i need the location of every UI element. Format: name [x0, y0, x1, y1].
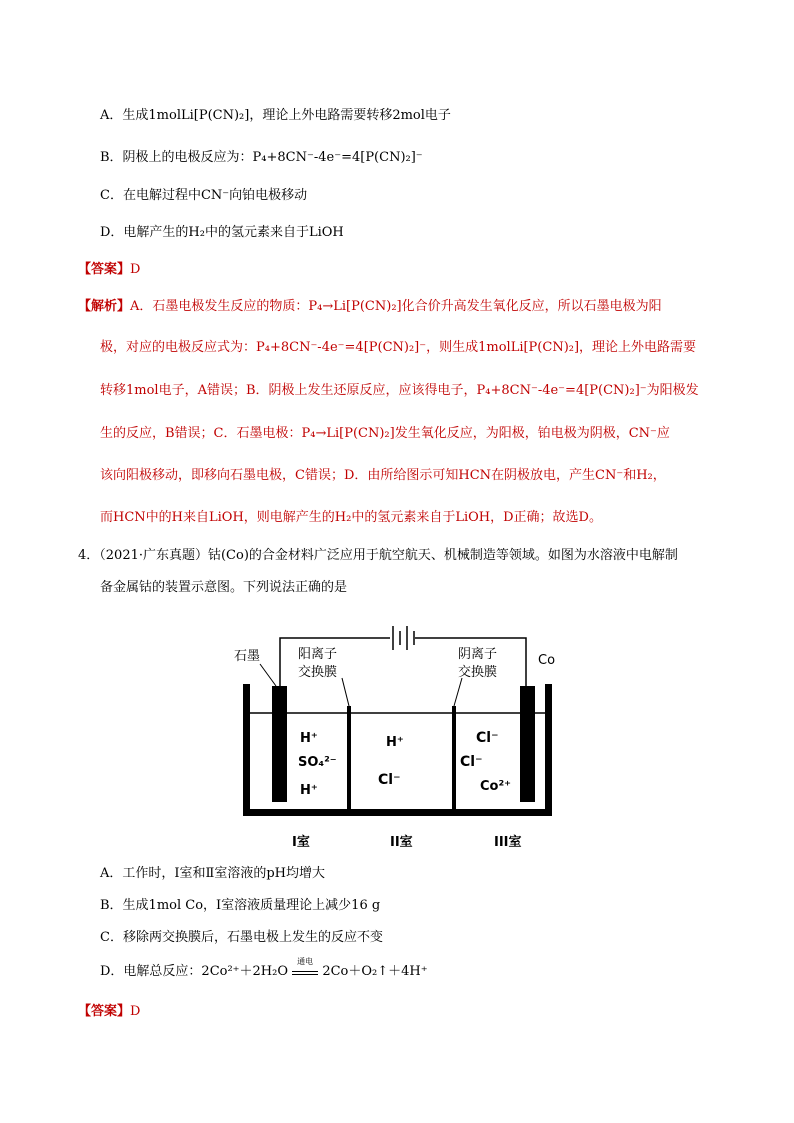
- answer-bracket: 【答案】: [78, 1004, 131, 1019]
- anion-membrane-label-2: 交换膜: [458, 665, 498, 680]
- explanation-line-5: 该向阳极移动，即移向石墨电极，C错误；D．由所给图示可知HCN在阴极放电，产生CN⁻和H₂，: [100, 468, 666, 483]
- explanation-line-4: 生的反应，B错误；C．石墨电极：P₄→Li[P(CN)₂]发生氧化反应，为阳极，铂电极为阴极，CN⁻应: [100, 426, 670, 441]
- room2-ion-1: H⁺: [386, 735, 404, 750]
- answer-value: D: [130, 262, 141, 277]
- electrolysis-diagram: [230, 618, 560, 858]
- room2-ion-2: Cl⁻: [378, 772, 401, 788]
- cobalt-electrode: [520, 686, 535, 802]
- graphite-pointer: [260, 664, 276, 686]
- q4-option-d: [100, 956, 428, 982]
- q4-answer: [78, 1002, 140, 1022]
- option-d-suffix: 2Co＋O₂↑＋4H⁺: [322, 964, 428, 979]
- room2-label: II室: [390, 835, 413, 850]
- option-d-prefix: D．电解总反应：2Co²⁺＋2H₂O: [100, 964, 289, 979]
- wire-right: [415, 638, 526, 688]
- explanation-line-2: 极，对应的电极反应式为：P₄+8CN⁻-4e⁻=4[P(CN)₂]⁻，则生成1molLi[P(CN)₂]，理论上外电路需要: [100, 340, 697, 355]
- q3-answer: [78, 260, 140, 280]
- explanation-bracket: 【解析】: [78, 299, 131, 314]
- cation-membrane-label-1: 阳离子: [298, 647, 338, 662]
- explanation-line-1: [78, 297, 662, 317]
- q4-option-b: B．生成1mol Co，Ⅰ室溶液质量理论上减少16 g: [100, 898, 381, 913]
- anion-exchange-membrane: [452, 706, 456, 809]
- q4-option-a: A．工作时，Ⅰ室和Ⅱ室溶液的pH均增大: [100, 866, 326, 881]
- q3-option-b: B．阴极上的电极反应为：P₄+8CN⁻-4e⁻=4[P(CN)₂]⁻: [100, 150, 423, 165]
- q4-stem-line-2: 备金属钴的装置示意图。下列说法正确的是: [100, 580, 348, 595]
- graphite-label: 石墨: [234, 649, 261, 664]
- room1-ion-2: SO₄²⁻: [298, 755, 337, 770]
- anion-membrane-label-1: 阴离子: [458, 647, 498, 662]
- room1-ion-3: H⁺: [300, 783, 318, 798]
- room3-ion-3: Co²⁺: [480, 779, 512, 794]
- anion-membrane-pointer: [454, 678, 462, 706]
- q4-stem-line-1: 4．（2021·广东真题）钴(Co)的合金材料广泛应用于航空航天、机械制造等领域。如图为水溶液中电解制: [78, 548, 678, 563]
- tank: [243, 684, 552, 816]
- electrolysis-arrow: [292, 956, 318, 975]
- room1-ion-1: H⁺: [300, 731, 318, 746]
- graphite-electrode: [272, 686, 287, 802]
- condition-label: 通电: [297, 956, 314, 966]
- wire-left: [280, 638, 390, 688]
- q3-option-d: D．电解产生的H₂中的氢元素来自于LiOH: [100, 225, 344, 240]
- room3-label: III室: [494, 835, 522, 850]
- room3-ion-2: Cl⁻: [460, 754, 483, 770]
- room3-ion-1: Cl⁻: [476, 730, 499, 746]
- answer-value: D: [130, 1004, 141, 1019]
- q3-option-a: A．生成1molLi[P(CN)₂]，理论上外电路需要转移2mol电子: [100, 108, 451, 123]
- q4-option-c: C．移除两交换膜后，石墨电极上发生的反应不变: [100, 930, 383, 945]
- cation-exchange-membrane: [347, 706, 351, 809]
- battery-icon: [393, 626, 414, 650]
- cation-membrane-pointer: [342, 678, 349, 706]
- answer-bracket: 【答案】: [78, 262, 131, 277]
- explanation-line-3: 转移1mol电子，A错误；B．阴极上发生还原反应，应该得电子，P₄+8CN⁻-4e⁻=4[P(CN)₂]⁻为阳极发: [100, 383, 699, 398]
- explanation-line-6: 而HCN中的H来自LiOH，则电解产生的H₂中的氢元素来自于LiOH，D正确；故选D。: [100, 510, 602, 525]
- room1-label: I室: [292, 835, 310, 850]
- q3-option-c: C．在电解过程中CN⁻向铂电极移动: [100, 188, 308, 203]
- explanation-text-1: A．石墨电极发生反应的物质：P₄→Li[P(CN)₂]化合价升高发生氧化反应，所以石墨电极为阳: [130, 299, 662, 314]
- co-label: Co: [538, 653, 556, 668]
- cation-membrane-label-2: 交换膜: [298, 665, 338, 680]
